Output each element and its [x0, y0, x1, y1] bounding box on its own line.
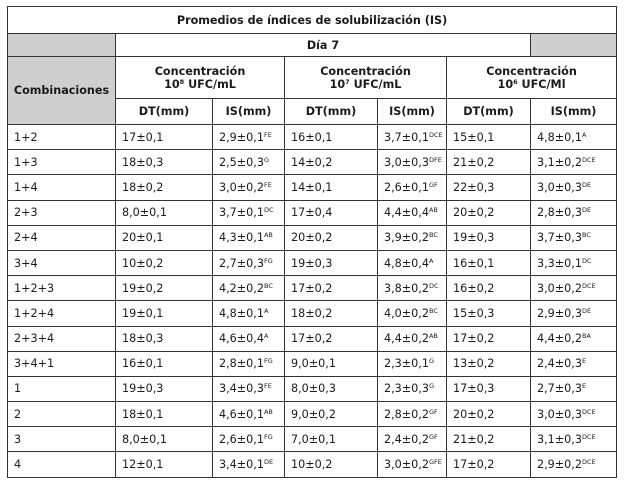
cell-value: 18±0,3	[122, 155, 164, 169]
cell-value: 4,4±0,2	[537, 332, 582, 346]
is-cell	[378, 150, 447, 175]
significance-letters: BC	[263, 281, 273, 290]
combination-cell: 4	[8, 452, 116, 477]
significance-letters: E	[581, 357, 587, 366]
dt-cell	[447, 276, 531, 301]
is-cell	[378, 326, 447, 351]
dt-cell	[447, 351, 531, 376]
is-cell	[531, 402, 617, 427]
significance-letters: DCE	[428, 130, 443, 139]
dt-cell	[285, 326, 378, 351]
significance-letters: A	[263, 306, 269, 315]
cell-value: 16±0,1	[291, 130, 333, 144]
cell-value: 3,0±0,2	[219, 180, 264, 194]
cell-value: 21±0,2	[453, 432, 495, 446]
table-row	[8, 301, 617, 326]
dt-cell	[116, 125, 213, 150]
concentration-header-3: Concentración $10^6$ UFC/Ml	[447, 57, 617, 99]
cell-value: 2,8±0,3	[537, 206, 582, 220]
cell-value: 8,0±0,3	[291, 382, 336, 396]
significance-letters: AB	[428, 206, 438, 215]
cell-value: 8,0±0,1	[122, 432, 167, 446]
is-cell	[378, 250, 447, 275]
sub-header: IS(mm)	[213, 99, 285, 125]
cell-value: 4,8±0,1	[219, 306, 264, 320]
cell-value: 14±0,2	[291, 155, 333, 169]
cell-value: 3,0±0,3	[537, 407, 582, 421]
is-cell	[213, 250, 285, 275]
is-cell	[531, 250, 617, 275]
table-body	[8, 125, 617, 478]
cell-value: 2,3±0,1	[384, 357, 429, 371]
dt-cell	[447, 225, 531, 250]
is-cell	[213, 326, 285, 351]
cell-value: 4,0±0,2	[384, 306, 429, 320]
cell-value: 3,4±0,3	[219, 382, 264, 396]
cell-value: 2,8±0,2	[384, 407, 429, 421]
combination-cell: 2	[8, 402, 116, 427]
concentration-label: Concentración	[320, 64, 411, 78]
table-row	[8, 376, 617, 401]
significance-letters: DE	[581, 180, 592, 189]
dt-cell	[285, 150, 378, 175]
is-cell	[213, 402, 285, 427]
is-cell	[378, 452, 447, 477]
significance-letters: GFE	[428, 458, 442, 467]
is-cell	[531, 301, 617, 326]
dt-cell	[116, 326, 213, 351]
sub-header: DT(mm)	[285, 99, 378, 125]
cell-value: 8,0±0,1	[122, 206, 167, 220]
significance-letters: BC	[428, 231, 438, 240]
dt-cell	[447, 200, 531, 225]
is-cell	[378, 402, 447, 427]
cell-value: 4,8±0,4	[384, 256, 429, 270]
table-row	[8, 250, 617, 275]
significance-letters: GF	[428, 407, 438, 416]
cell-value: 2,7±0,3	[537, 382, 582, 396]
significance-letters: DC	[428, 281, 439, 290]
dt-cell	[285, 402, 378, 427]
dt-cell	[116, 427, 213, 452]
significance-letters: FE	[263, 130, 272, 139]
is-cell	[531, 225, 617, 250]
is-cell	[213, 200, 285, 225]
concentration-label: Concentración	[486, 64, 577, 78]
cell-value: 17±0,1	[122, 130, 164, 144]
is-cell	[213, 427, 285, 452]
cell-value: 2,4±0,3	[537, 357, 582, 371]
is-cell	[531, 326, 617, 351]
significance-letters: FE	[263, 180, 272, 189]
cell-value: 18±0,3	[122, 332, 164, 346]
significance-letters: DCE	[581, 155, 596, 164]
cell-value: 3,1±0,3	[537, 432, 582, 446]
is-cell	[531, 175, 617, 200]
is-cell	[531, 150, 617, 175]
dt-cell	[285, 125, 378, 150]
dt-cell	[285, 376, 378, 401]
is-cell	[213, 125, 285, 150]
dt-cell	[447, 376, 531, 401]
sub-header: DT(mm)	[447, 99, 531, 125]
dt-cell	[116, 351, 213, 376]
cell-value: 4,2±0,2	[219, 281, 264, 295]
dt-cell	[116, 452, 213, 477]
dt-cell	[447, 175, 531, 200]
is-cell	[378, 351, 447, 376]
cell-value: 12±0,1	[122, 458, 164, 472]
dt-cell	[116, 150, 213, 175]
table-row	[8, 276, 617, 301]
is-cell	[378, 376, 447, 401]
solubilization-table	[7, 6, 617, 478]
cell-value: 4,6±0,1	[219, 407, 264, 421]
cell-value: 13±0,2	[453, 357, 495, 371]
dt-cell	[447, 250, 531, 275]
significance-letters: DCE	[581, 458, 596, 467]
day-header: Día 7	[116, 34, 531, 57]
table-row	[8, 175, 617, 200]
dt-cell	[116, 175, 213, 200]
cell-value: 3,0±0,2	[537, 281, 582, 295]
concentration-header-1: Concentración $10^8$ UFC/mL	[116, 57, 285, 99]
cell-value: 2,4±0,2	[384, 432, 429, 446]
is-cell	[531, 376, 617, 401]
dt-cell	[116, 402, 213, 427]
cell-value: 2,9±0,2	[537, 458, 582, 472]
cell-value: 22±0,3	[453, 180, 495, 194]
concentration-label: Concentración	[154, 64, 246, 78]
dt-cell	[116, 200, 213, 225]
cell-value: 10±0,2	[122, 256, 164, 270]
is-cell	[531, 427, 617, 452]
dt-cell	[285, 351, 378, 376]
combination-cell: 3+4+1	[8, 351, 116, 376]
significance-letters: BC	[428, 306, 438, 315]
dt-cell	[285, 200, 378, 225]
significance-letters: FG	[263, 256, 273, 265]
cell-value: 9,0±0,2	[291, 407, 336, 421]
dt-cell	[447, 452, 531, 477]
dt-cell	[285, 301, 378, 326]
cell-value: 18±0,2	[291, 306, 333, 320]
is-cell	[213, 276, 285, 301]
combination-cell: 2+3+4	[8, 326, 116, 351]
is-cell	[213, 150, 285, 175]
significance-letters: A	[581, 130, 587, 139]
significance-letters: DC	[263, 206, 274, 215]
cell-value: 2,6±0,1	[219, 432, 264, 446]
combination-cell: 1+2+3	[8, 276, 116, 301]
significance-letters: AB	[263, 407, 273, 416]
significance-letters: DC	[581, 256, 592, 265]
significance-letters: G	[428, 357, 435, 366]
dt-cell	[116, 250, 213, 275]
dt-cell	[285, 175, 378, 200]
sub-header: DT(mm)	[116, 99, 213, 125]
is-cell	[378, 175, 447, 200]
cell-value: 3,4±0,1	[219, 458, 264, 472]
significance-letters: DFE	[428, 155, 442, 164]
is-cell	[213, 351, 285, 376]
cell-value: 2,7±0,3	[219, 256, 264, 270]
cell-value: 3,0±0,3	[384, 155, 429, 169]
significance-letters: E	[581, 382, 587, 391]
is-cell	[213, 376, 285, 401]
dt-cell	[116, 376, 213, 401]
significance-letters: GF	[428, 180, 438, 189]
cell-value: 19±0,3	[453, 231, 495, 245]
significance-letters: DCE	[581, 407, 596, 416]
cell-value: 3,7±0,1	[219, 206, 264, 220]
combination-cell: 2+3	[8, 200, 116, 225]
cell-value: 4,6±0,4	[219, 332, 264, 346]
dt-cell	[116, 225, 213, 250]
combination-cell: 3+4	[8, 250, 116, 275]
is-cell	[531, 125, 617, 150]
significance-letters: FG	[263, 357, 273, 366]
cell-value: 20±0,2	[453, 206, 495, 220]
significance-letters: BC	[581, 231, 591, 240]
cell-value: 17±0,2	[453, 458, 495, 472]
cell-value: 2,9±0,3	[537, 306, 582, 320]
dt-cell	[447, 402, 531, 427]
cell-value: 16±0,2	[453, 281, 495, 295]
cell-value: 18±0,1	[122, 407, 164, 421]
is-cell	[531, 351, 617, 376]
combination-cell: 3	[8, 427, 116, 452]
combination-cell: 1	[8, 376, 116, 401]
cell-value: 3,8±0,2	[384, 281, 429, 295]
table-row	[8, 225, 617, 250]
cell-value: 3,0±0,3	[537, 180, 582, 194]
cell-value: 2,8±0,1	[219, 357, 264, 371]
is-cell	[213, 225, 285, 250]
cell-value: 3,7±0,1	[384, 130, 429, 144]
is-cell	[531, 276, 617, 301]
cell-value: 2,5±0,3	[219, 155, 264, 169]
dt-cell	[116, 276, 213, 301]
combination-cell: 2+4	[8, 225, 116, 250]
dt-cell	[285, 225, 378, 250]
significance-letters: A	[263, 332, 269, 341]
cell-value: 20±0,2	[453, 407, 495, 421]
is-cell	[531, 200, 617, 225]
cell-value: 17±0,4	[291, 206, 333, 220]
significance-letters: AB	[428, 332, 438, 341]
significance-letters: G	[428, 382, 435, 391]
combination-cell: 1+3	[8, 150, 116, 175]
table-row	[8, 351, 617, 376]
combination-cell: 1+2+4	[8, 301, 116, 326]
sub-header: IS(mm)	[531, 99, 617, 125]
is-cell	[531, 452, 617, 477]
cell-value: 17±0,2	[453, 332, 495, 346]
dt-cell	[447, 125, 531, 150]
table-row	[8, 125, 617, 150]
dt-cell	[447, 427, 531, 452]
cell-value: 15±0,1	[453, 130, 495, 144]
cell-value: 19±0,3	[291, 256, 333, 270]
cell-value: 18±0,2	[122, 180, 164, 194]
significance-letters: DE	[263, 458, 274, 467]
combination-cell: 1+4	[8, 175, 116, 200]
table-row	[8, 402, 617, 427]
significance-letters: FG	[263, 432, 273, 441]
is-cell	[378, 301, 447, 326]
significance-letters: GF	[428, 432, 438, 441]
cell-value: 4,4±0,2	[384, 332, 429, 346]
cell-value: 17±0,2	[291, 332, 333, 346]
dt-cell	[285, 452, 378, 477]
significance-letters: DCE	[581, 432, 596, 441]
cell-value: 17±0,2	[291, 281, 333, 295]
significance-letters: A	[428, 256, 434, 265]
cell-value: 3,3±0,1	[537, 256, 582, 270]
table-row	[8, 326, 617, 351]
cell-value: 17±0,3	[453, 382, 495, 396]
cell-value: 19±0,2	[122, 281, 164, 295]
table-row	[8, 200, 617, 225]
is-cell	[378, 200, 447, 225]
is-cell	[213, 301, 285, 326]
significance-letters: DE	[581, 206, 592, 215]
dt-cell	[447, 150, 531, 175]
dt-cell	[285, 276, 378, 301]
is-cell	[213, 452, 285, 477]
sub-header: IS(mm)	[378, 99, 447, 125]
table-title: Promedios de índices de solubilización (IS)	[8, 7, 617, 34]
cell-value: 21±0,2	[453, 155, 495, 169]
day-header-spacer-right	[531, 34, 617, 57]
cell-value: 9,0±0,1	[291, 357, 336, 371]
cell-value: 4,8±0,1	[537, 130, 582, 144]
combinations-header: Combinaciones	[8, 57, 116, 125]
is-cell	[378, 276, 447, 301]
table-row	[8, 150, 617, 175]
is-cell	[378, 225, 447, 250]
significance-letters: BA	[581, 332, 591, 341]
cell-value: 19±0,1	[122, 306, 164, 320]
significance-letters: G	[263, 155, 270, 164]
dt-cell	[116, 301, 213, 326]
day-header-spacer	[8, 34, 116, 57]
significance-letters: FE	[263, 382, 272, 391]
cell-value: 3,9±0,2	[384, 231, 429, 245]
dt-cell	[447, 326, 531, 351]
concentration-header-2: Concentración $10^7$ UFC/mL	[285, 57, 447, 99]
dt-cell	[285, 427, 378, 452]
cell-value: 2,3±0,3	[384, 382, 429, 396]
cell-value: 2,6±0,1	[384, 180, 429, 194]
cell-value: 14±0,1	[291, 180, 333, 194]
table-row	[8, 427, 617, 452]
cell-value: 10±0,2	[291, 458, 333, 472]
cell-value: 19±0,3	[122, 382, 164, 396]
cell-value: 20±0,2	[291, 231, 333, 245]
is-cell	[213, 175, 285, 200]
cell-value: 16±0,1	[122, 357, 164, 371]
table-row	[8, 452, 617, 477]
significance-letters: DE	[581, 306, 592, 315]
dt-cell	[285, 250, 378, 275]
cell-value: 15±0,3	[453, 306, 495, 320]
cell-value: 16±0,1	[453, 256, 495, 270]
significance-letters: DCE	[581, 281, 596, 290]
cell-value: 4,3±0,1	[219, 231, 264, 245]
is-cell	[378, 427, 447, 452]
significance-letters: AB	[263, 231, 273, 240]
cell-value: 3,1±0,2	[537, 155, 582, 169]
cell-value: 3,7±0,3	[537, 231, 582, 245]
cell-value: 4,4±0,4	[384, 206, 429, 220]
cell-value: 7,0±0,1	[291, 432, 336, 446]
dt-cell	[447, 301, 531, 326]
cell-value: 2,9±0,1	[219, 130, 264, 144]
is-cell	[378, 125, 447, 150]
cell-value: 20±0,1	[122, 231, 164, 245]
combination-cell: 1+2	[8, 125, 116, 150]
cell-value: 3,0±0,2	[384, 458, 429, 472]
